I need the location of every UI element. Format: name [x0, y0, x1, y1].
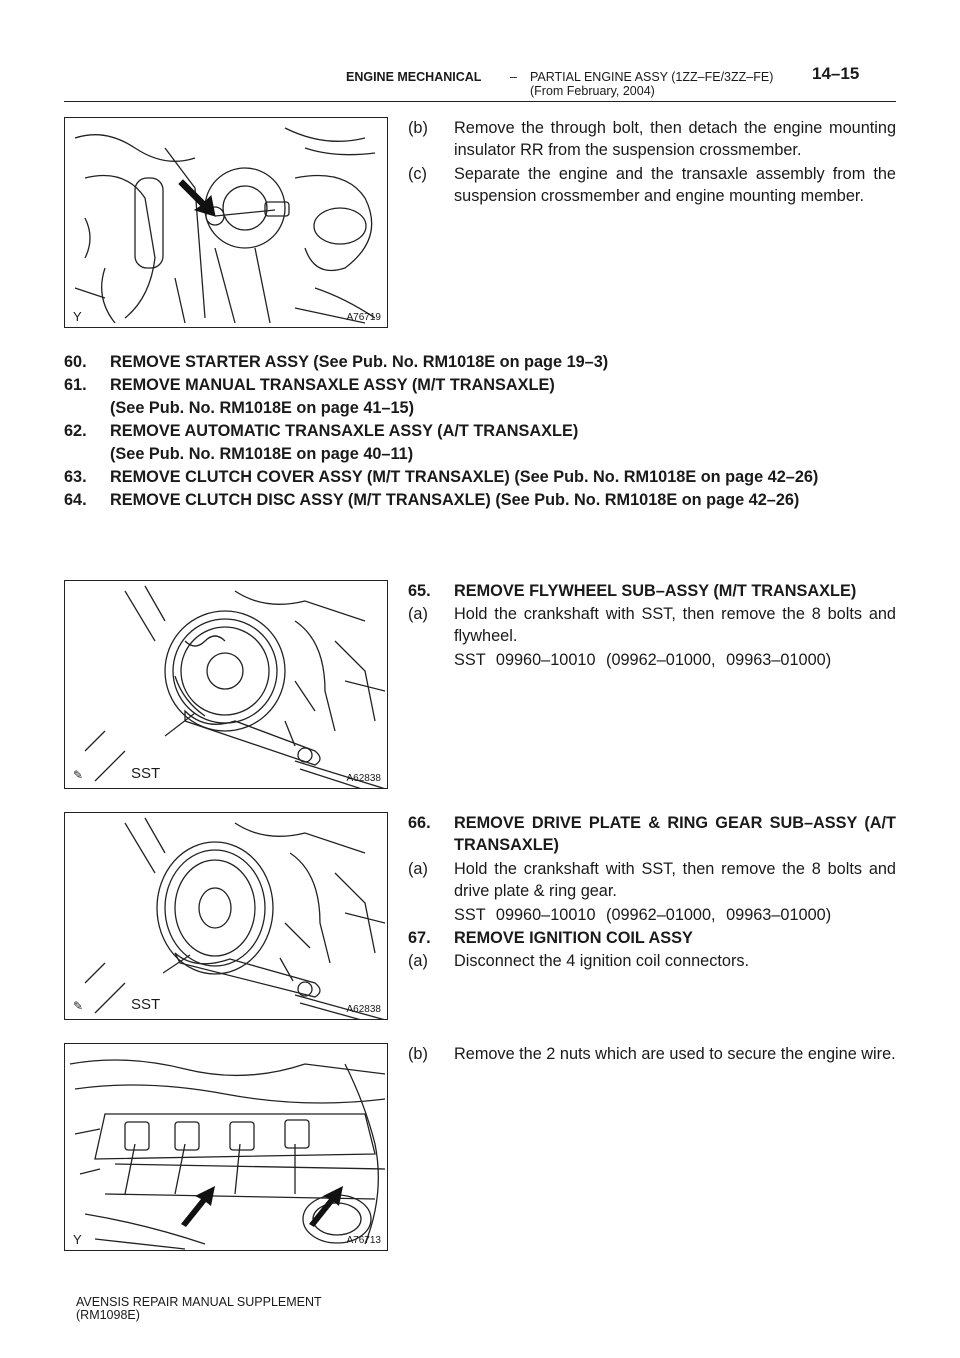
footer-manual-code: (RM1098E)	[76, 1308, 140, 1322]
header-dash: –	[510, 70, 517, 84]
step-64-line-1: REMOVE CLUTCH DISC ASSY (M/T TRANSAXLE) (See Pub. No. RM1018E on page 42–26)	[110, 491, 800, 509]
footer-manual-title: AVENSIS REPAIR MANUAL SUPPLEMENT	[76, 1295, 322, 1309]
step-62-line-1: REMOVE AUTOMATIC TRANSAXLE ASSY (A/T TRANSAXLE)	[110, 422, 579, 440]
header-section: ENGINE MECHANICAL	[346, 70, 482, 84]
engine-mount-illustration	[65, 118, 388, 328]
header-title: PARTIAL ENGINE ASSY (1ZZ–FE/3ZZ–FE)(From February, 2004)	[530, 70, 774, 98]
step-65-a-text: Hold the crankshaft with SST, then remove the 8 bolts and flywheel.	[454, 605, 896, 645]
figure-2-code: A62838	[346, 773, 381, 784]
step-63-num: 63.	[64, 468, 87, 486]
step-66-num: 66.	[408, 814, 431, 832]
step-67-a-text: Disconnect the 4 ignition coil connectors.	[454, 952, 750, 970]
step-66-heading: REMOVE DRIVE PLATE & RING GEAR SUB–ASSY (A/T TRANSAXLE)	[454, 814, 896, 854]
figure-1-code: A76719	[346, 312, 381, 323]
step-62-line-2: (See Pub. No. RM1018E on page 40–11)	[110, 445, 414, 463]
note-icon: ✎	[73, 768, 84, 782]
step-61-num: 61.	[64, 376, 87, 394]
step-66-a-text: Hold the crankshaft with SST, then remove the 8 bolts and drive plate & ring gear.	[454, 860, 896, 900]
figure-1-mark: Y	[73, 309, 82, 324]
step-60-line-1: REMOVE STARTER ASSY (See Pub. No. RM1018E on page 19–3)	[110, 353, 609, 371]
step-61-line-2: (See Pub. No. RM1018E on page 41–15)	[110, 399, 415, 417]
drive-plate-illustration	[65, 813, 388, 1020]
header-rule	[64, 101, 896, 102]
figure-drive-plate-sst	[64, 812, 388, 1020]
block1-c-marker: (c)	[408, 165, 427, 183]
figure-ignition-coil	[64, 1043, 388, 1251]
step-66-sst: SST 09960–10010 (09962–01000, 09963–01000)	[454, 906, 832, 924]
block1-c-text: Separate the engine and the transaxle assembly from the suspension crossmember and engine mounting member.	[454, 165, 896, 205]
figure-flywheel-sst	[64, 580, 388, 789]
step-64-num: 64.	[64, 491, 87, 509]
note-icon: ✎	[73, 999, 84, 1013]
step-67-num: 67.	[408, 929, 431, 947]
step-67-a-marker: (a)	[408, 952, 428, 970]
block1-b-text: Remove the through bolt, then detach the engine mounting insulator RR from the suspension crossmember.	[454, 119, 896, 159]
step-65-a-marker: (a)	[408, 605, 428, 623]
step-65-sst: SST 09960–10010 (09962–01000, 09963–01000)	[454, 651, 832, 669]
block4-b-marker: (b)	[408, 1045, 428, 1063]
step-61-line-1: REMOVE MANUAL TRANSAXLE ASSY (M/T TRANSAXLE)	[110, 376, 555, 394]
ignition-coil-illustration	[65, 1044, 388, 1251]
block1-b-marker: (b)	[408, 119, 428, 137]
block4-b-text: Remove the 2 nuts which are used to secure the engine wire.	[454, 1045, 896, 1063]
step-66-a-marker: (a)	[408, 860, 428, 878]
figure-2-sst-label: SST	[131, 765, 161, 782]
step-60-num: 60.	[64, 353, 87, 371]
page-number: 14–15	[812, 64, 860, 83]
flywheel-illustration	[65, 581, 388, 789]
figure-3-sst-label: SST	[131, 996, 161, 1013]
figure-4-mark: Y	[73, 1232, 82, 1247]
step-65-num: 65.	[408, 582, 431, 600]
figure-3-code: A62838	[346, 1004, 381, 1015]
step-62-num: 62.	[64, 422, 87, 440]
figure-engine-mount	[64, 117, 388, 328]
footer	[76, 1296, 322, 1322]
step-63-line-1: REMOVE CLUTCH COVER ASSY (M/T TRANSAXLE) (See Pub. No. RM1018E on page 42–26)	[110, 468, 819, 486]
step-67-heading: REMOVE IGNITION COIL ASSY	[454, 929, 693, 947]
figure-4-code: A76713	[346, 1235, 381, 1246]
step-65-heading: REMOVE FLYWHEEL SUB–ASSY (M/T TRANSAXLE)	[454, 582, 857, 600]
